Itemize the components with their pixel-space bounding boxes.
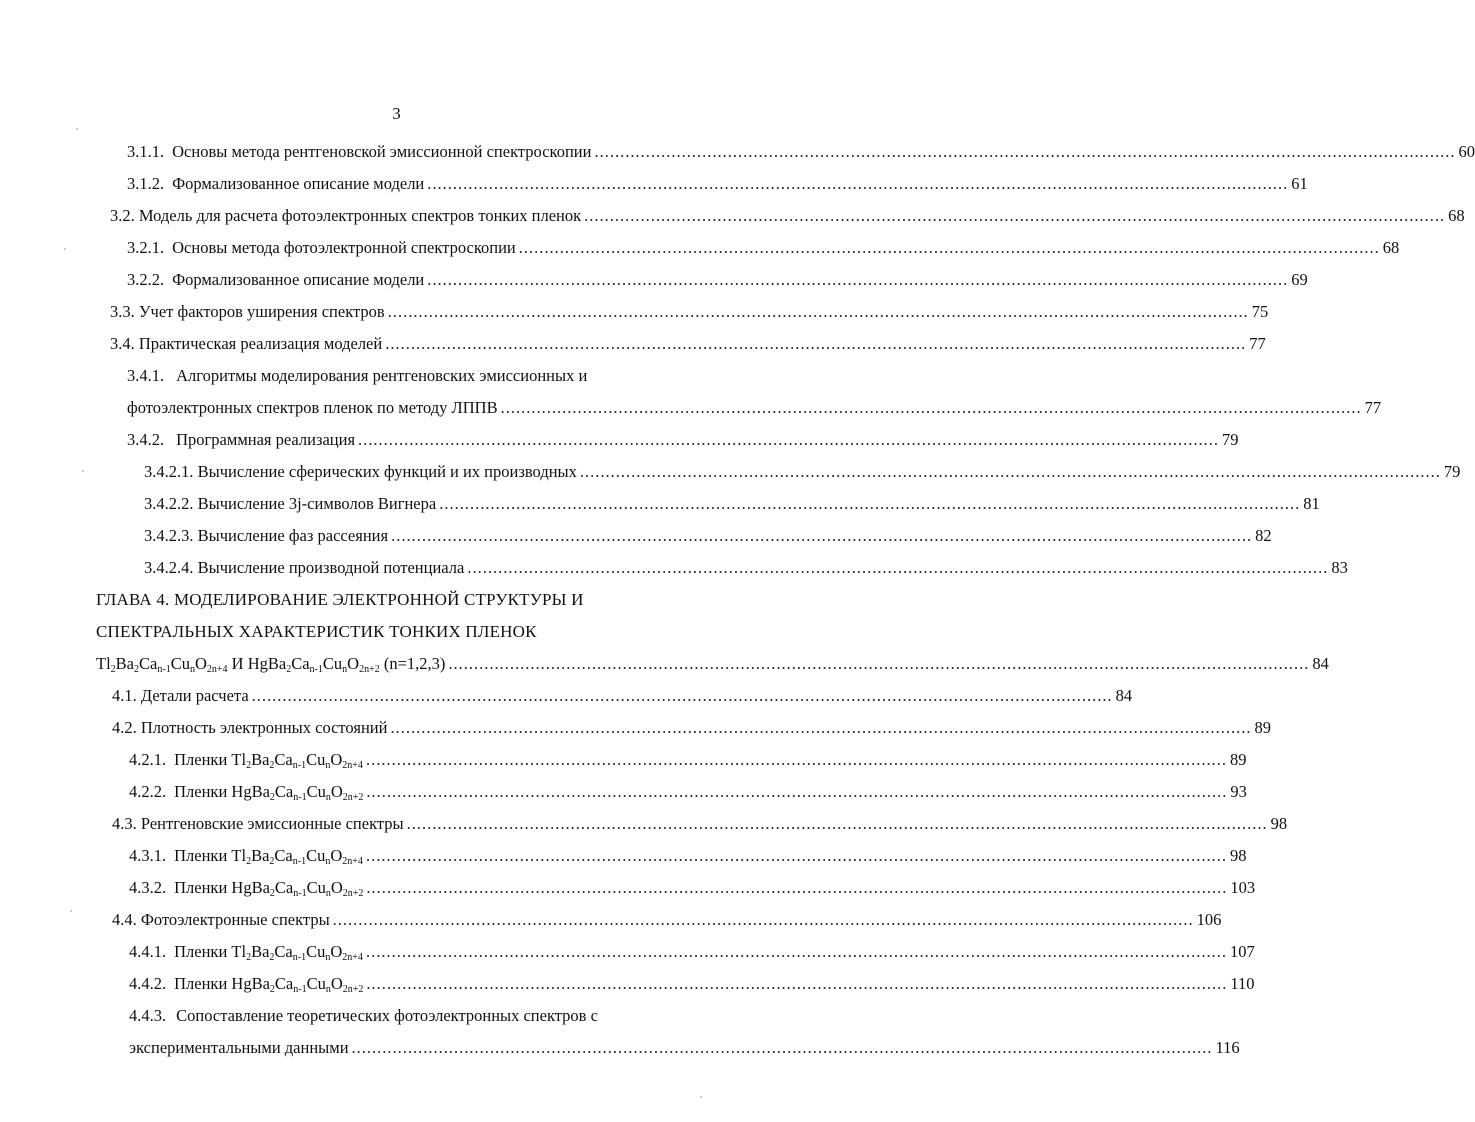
entry-title: Пленки $Tl_2Ba_2Ca_{n-1}Cu_nO_{2n+4}$ [174, 750, 363, 771]
entry-number: 4.2.2. [129, 782, 167, 801]
entry-title: 3.4. Практическая реализация моделей [110, 334, 383, 353]
entry-title: Пленки $HgBa_2Ca_{n-1}Cu_nO_{2n+2}$ [174, 782, 364, 803]
dot-leader: ........................................................................................................................................................................ [365, 846, 1227, 865]
entry-title: Сопоставление теоретических фотоэлектронных спектров с [176, 1006, 598, 1025]
entry-page: 89 [1229, 750, 1247, 769]
scan-speck [64, 248, 66, 250]
toc-entry-4-3-2[interactable] [129, 878, 1256, 899]
entry-title: 3.4.2.3. Вычисление фаз рассеяния [144, 526, 389, 545]
dot-leader: ........................................................................................................................................................................ [358, 430, 1220, 449]
entry-page: 69 [1291, 270, 1308, 289]
entry-title: 3.4.2.4. Вычисление производной потенциала [144, 558, 465, 577]
entry-page: 61 [1291, 174, 1308, 193]
chapter-4-title-line2[interactable]: СПЕКТРАЛЬНЫХ ХАРАКТЕРИСТИК ТОНКИХ ПЛЕНОК [96, 622, 537, 641]
toc-entry-4-4-1[interactable] [129, 942, 1255, 963]
entry-page: 79 [1443, 462, 1461, 481]
entry-title: 3.4.2.2. Вычисление 3j-символов Вигнера [144, 494, 437, 513]
dot-leader: ........................................................................................................................................................................ [351, 1038, 1213, 1057]
toc-entry-3-4[interactable] [110, 334, 1266, 354]
toc-entry-4-2-1[interactable] [129, 750, 1247, 771]
entry-page: 107 [1229, 942, 1255, 961]
entry-page: 106 [1196, 910, 1222, 929]
dot-leader: ........................................................................................................................................................................ [365, 750, 1227, 769]
entry-number: 3.4.2. [127, 430, 165, 449]
dot-leader: ........................................................................................................................................................................ [365, 942, 1227, 961]
dot-leader: ........................................................................................................................................................................ [366, 878, 1228, 897]
dot-leader: ........................................................................................................................................................................ [391, 526, 1253, 545]
toc-entry-3-3[interactable] [110, 302, 1269, 322]
toc-entry-3-4-2[interactable] [127, 430, 1239, 450]
toc-entry-3-4-2-1[interactable] [144, 462, 1461, 482]
entry-page: 82 [1255, 526, 1272, 545]
toc-entry-3-4-2-3[interactable] [144, 526, 1272, 546]
dot-leader: ........................................................................................................................................................................ [579, 462, 1441, 481]
dot-leader: ........................................................................................................................................................................ [390, 718, 1252, 737]
toc-entry-4-3[interactable] [112, 814, 1288, 834]
dot-leader: ........................................................................................................................................................................ [594, 142, 1456, 161]
entry-page: 98 [1270, 814, 1288, 833]
entry-title: Формализованное описание модели [172, 174, 425, 193]
entry-page: 93 [1230, 782, 1247, 801]
entry-page: 84 [1312, 654, 1329, 673]
entry-page: 77 [1364, 398, 1382, 417]
entry-title: Основы метода рентгеновской эмиссионной спектроскопии [172, 142, 592, 161]
entry-number: 3.1.1. [127, 142, 165, 161]
toc-entry-4-4-3-line2[interactable] [129, 1038, 1240, 1058]
dot-leader: ........................................................................................................................................................................ [406, 814, 1268, 833]
dot-leader: ........................................................................................................................................................................ [518, 238, 1380, 257]
entry-title-continued: фотоэлектронных спектров пленок по методу ЛППВ [127, 398, 498, 417]
entry-number: 4.3.1. [129, 846, 167, 865]
entry-page: 68 [1382, 238, 1400, 257]
page-number: 3 [392, 104, 401, 123]
dot-leader: ........................................................................................................................................................................ [251, 686, 1113, 705]
entry-title-continued: экспериментальными данными [129, 1038, 349, 1057]
dot-leader: ........................................................................................................................................................................ [387, 302, 1249, 321]
toc-entry-3-4-1-line1[interactable] [127, 366, 587, 386]
toc-entry-3-4-2-4[interactable] [144, 558, 1348, 578]
entry-title: Основы метода фотоэлектронной спектроскопии [172, 238, 516, 257]
entry-title: Программная реализация [176, 430, 356, 449]
entry-page: 116 [1215, 1038, 1240, 1057]
dot-leader: ........................................................................................................................................................................ [366, 974, 1228, 993]
entry-title: Формализованное описание модели [172, 270, 425, 289]
entry-number: 3.2.2. [127, 270, 165, 289]
entry-title: 3.4.2.1. Вычисление сферических функций и их производных [144, 462, 577, 481]
dot-leader: ........................................................................................................................................................................ [366, 782, 1228, 801]
toc-entry-3-1-1[interactable] [127, 142, 1475, 162]
entry-number: 3.2.1. [127, 238, 165, 257]
dot-leader: ........................................................................................................................................................................ [584, 206, 1446, 225]
dot-leader: ........................................................................................................................................................................ [500, 398, 1362, 417]
entry-title: Алгоритмы моделирования рентгеновских эмиссионных и [176, 366, 588, 385]
entry-number: 4.3.2. [129, 878, 167, 897]
entry-page: 81 [1303, 494, 1320, 513]
dot-leader: ........................................................................................................................................................................ [427, 174, 1289, 193]
entry-page: 79 [1222, 430, 1239, 449]
entry-page: 84 [1115, 686, 1133, 705]
entry-number: 4.4.2. [129, 974, 167, 993]
entry-page: 98 [1229, 846, 1247, 865]
dot-leader: ........................................................................................................................................................................ [332, 910, 1194, 929]
entry-page: 110 [1230, 974, 1255, 993]
dot-leader: ........................................................................................................................................................................ [448, 654, 1310, 673]
entry-page: 60 [1458, 142, 1475, 161]
entry-title: 3.2. Модель для расчета фотоэлектронных спектров тонких пленок [110, 206, 582, 225]
scan-speck [82, 470, 84, 472]
scan-speck [700, 1096, 702, 1098]
entry-title: Пленки $HgBa_2Ca_{n-1}Cu_nO_{2n+2}$ [174, 974, 364, 995]
entry-title: 4.2. Плотность электронных состояний [112, 718, 388, 737]
chapter-4-title-line1[interactable]: ГЛАВА 4. МОДЕЛИРОВАНИЕ ЭЛЕКТРОННОЙ СТРУКТУРЫ И [96, 590, 584, 609]
entry-page: 68 [1448, 206, 1465, 225]
scan-speck [76, 128, 78, 130]
toc-entry-4-2-2[interactable] [129, 782, 1247, 803]
entry-page: 75 [1251, 302, 1269, 321]
toc-entry-3-2[interactable] [110, 206, 1465, 226]
entry-number: 3.4.1. [127, 366, 165, 385]
toc-entry-3-4-2-2[interactable] [144, 494, 1320, 514]
entry-title: Пленки $Tl_2Ba_2Ca_{n-1}Cu_nO_{2n+4}$ [174, 942, 363, 963]
entry-page: 77 [1249, 334, 1266, 353]
toc-entry-3-2-1[interactable] [127, 238, 1400, 258]
toc-entry-4-2[interactable] [112, 718, 1271, 738]
entry-title: 4.3. Рентгеновские эмиссионные спектры [112, 814, 404, 833]
entry-page: 89 [1254, 718, 1271, 737]
entry-title: 4.1. Детали расчета [112, 686, 249, 705]
chapter-4-title-line3[interactable] [96, 654, 1329, 675]
chapter-4-formulas: $Tl_2Ba_2Ca_{n-1}Cu_nO_{2n+4}$ И $HgBa_2Ca_{n-1}Cu_nO_{2n+2}$ (n=1,2,3) [96, 654, 446, 675]
dot-leader: ........................................................................................................................................................................ [467, 558, 1329, 577]
toc-entry-4-3-1[interactable] [129, 846, 1247, 867]
entry-title: 4.4. Фотоэлектронные спектры [112, 910, 330, 929]
scan-speck [70, 910, 72, 912]
entry-title: Пленки $Tl_2Ba_2Ca_{n-1}Cu_nO_{2n+4}$ [174, 846, 363, 867]
entry-number: 3.1.2. [127, 174, 165, 193]
toc-entry-3-4-1-line2[interactable] [127, 398, 1382, 418]
toc-entry-4-1[interactable] [112, 686, 1133, 706]
toc-entry-4-4-3-line1[interactable] [129, 1006, 598, 1026]
toc-entry-4-4[interactable] [112, 910, 1222, 930]
entry-title: 3.3. Учет факторов уширения спектров [110, 302, 385, 321]
entry-page: 83 [1331, 558, 1348, 577]
entry-number: 4.4.1. [129, 942, 167, 961]
toc-entry-3-2-2[interactable] [127, 270, 1308, 290]
entry-number: 4.4.3. [129, 1006, 167, 1025]
entry-page: 103 [1230, 878, 1256, 897]
entry-title: Пленки $HgBa_2Ca_{n-1}Cu_nO_{2n+2}$ [174, 878, 364, 899]
dot-leader: ........................................................................................................................................................................ [427, 270, 1289, 289]
toc-entry-3-1-2[interactable] [127, 174, 1308, 194]
dot-leader: ........................................................................................................................................................................ [385, 334, 1247, 353]
entry-number: 4.2.1. [129, 750, 167, 769]
toc-entry-4-4-2[interactable] [129, 974, 1255, 995]
dot-leader: ........................................................................................................................................................................ [439, 494, 1301, 513]
